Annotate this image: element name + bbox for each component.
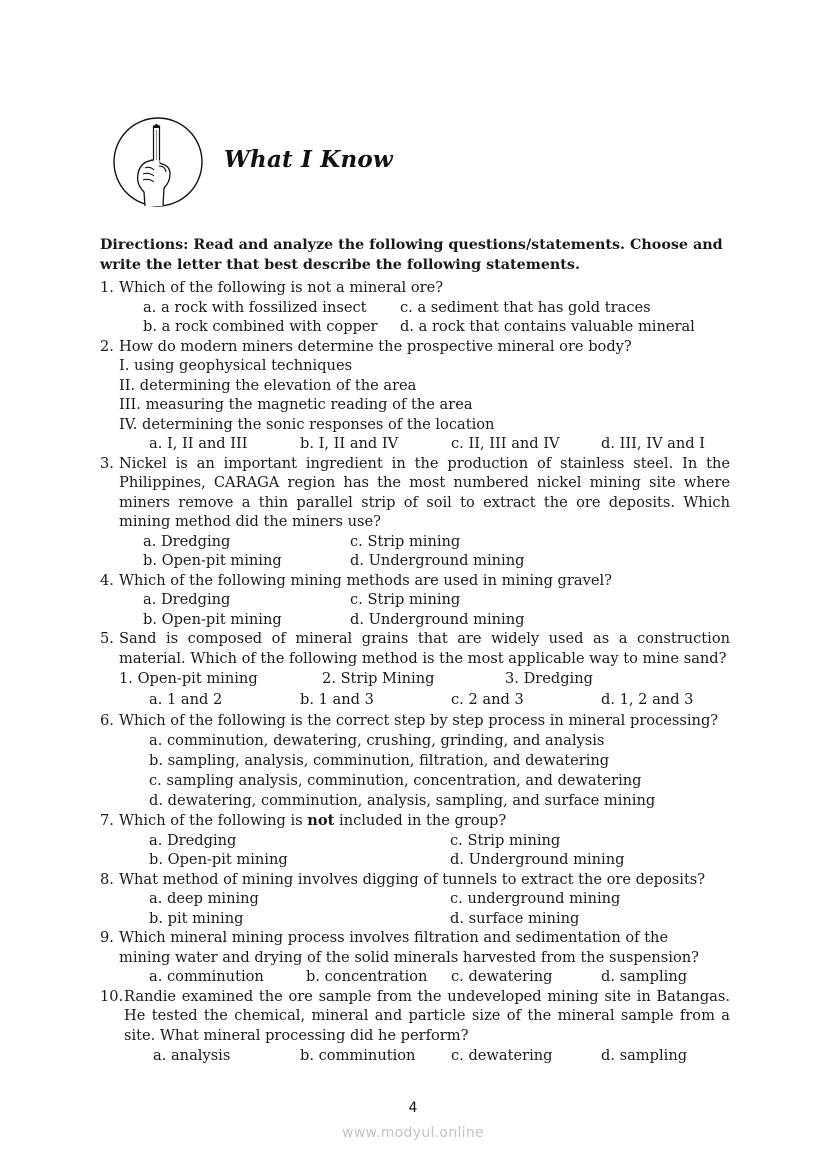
question-stem: Which mineral mining process involves filtration and sedimentation of the [119,929,669,946]
option-c: c. sampling analysis, comminution, concentration, and dewatering [149,772,642,789]
page-title: What I Know [224,146,393,173]
option-d: d. Underground mining [350,552,525,569]
option-d: d. Underground mining [350,610,525,628]
option-d: d. 1, 2 and 3 [601,691,694,708]
option-c: c. a sediment that has gold traces [400,298,651,316]
question-stem: What method of mining involves digging of tunnels to extract the ore deposits? [119,870,706,888]
question-5 [100,629,730,668]
option-c: c. II, III and IV [451,435,560,452]
option-d: d. III, IV and I [601,435,705,452]
option-b: b. 1 and 3 [300,691,374,708]
question-1 [100,278,730,298]
statement: I. using geophysical techniques [119,357,353,374]
statement: IV. determining the sonic responses of the location [119,415,495,433]
question-2 [100,337,730,357]
statement: 1. Open-pit mining [119,670,258,687]
hand-holding-pencil-icon [112,116,204,208]
question-4 [100,571,730,591]
option-c: c. underground mining [450,890,621,907]
option-d: d. sampling [601,968,688,985]
option-d: d. a rock that contains valuable mineral [400,318,695,335]
question-number: 10. [100,987,124,1005]
question-9 [100,928,730,948]
option-a: a. 1 and 2 [149,691,223,708]
option-c: c. Strip mining [350,591,461,608]
question-stem: Which of the following is not a mineral ore? [119,279,444,296]
option-b: b. Open-pit mining [143,552,282,569]
question-stem: Randie examined the ore sample from the undeveloped mining site in Batangas. He tested the chemical, mineral and particle size of the mineral sample from a site. What mineral processing did he perform? [124,987,730,1044]
statement: II. determining the elevation of the area [119,376,417,394]
question-6 [100,710,730,731]
question-number: 8. [100,870,114,888]
question-number: 3. [100,454,114,472]
question-stem: How do modern miners determine the prospective mineral ore body? [119,337,632,355]
question-stem: Which of the following is not included in the group? [119,812,507,829]
statement: III. measuring the magnetic reading of the area [119,396,473,413]
option-b: b. a rock combined with copper [143,318,378,335]
question-stem: Sand is composed of mineral grains that are widely used as a construction material. Which of the following method is the most applicable way to mine sand? [119,630,730,667]
question-stem: Nickel is an important ingredient in the production of stainless steel. In the Philippines, CARAGA region has the most numbered nickel mining site where miners remove a thin parallel strip of soil to extract the ore deposits. Which mining method did the miners use? [119,454,730,530]
option-c: c. dewatering [451,1047,553,1064]
question-number: 1. [100,279,114,296]
question-number: 2. [100,337,114,355]
emphasis-not: not [307,812,335,829]
question-number: 9. [100,929,114,946]
option-b: b. I, II and IV [300,435,399,452]
question-3 [100,454,730,532]
quiz-content [100,236,730,1066]
option-d: d. sampling [601,1047,688,1064]
option-d: d. surface mining [450,909,580,927]
statement: 3. Dredging [505,670,593,687]
option-a: a. deep mining [149,890,259,907]
question-number: 5. [100,630,114,647]
question-stem: Which of the following mining methods are used in mining gravel? [119,571,612,589]
question-8 [100,870,730,890]
statement: 2. Strip Mining [322,670,435,687]
option-b: b. Open-pit mining [143,610,282,628]
question-number: 7. [100,812,114,829]
question-10 [100,987,730,1046]
option-a: a. I, II and III [149,435,248,452]
option-c: c. dewatering [451,968,553,985]
option-c: c. Strip mining [350,532,461,550]
option-a: a. Dredging [143,591,231,608]
option-c: c. Strip mining [450,831,561,849]
option-b: b. concentration [306,968,428,985]
option-b: b. comminution [300,1047,416,1064]
watermark: www.modyul.online [342,1125,484,1141]
option-a: a. Dredging [149,831,237,849]
question-number: 6. [100,712,114,729]
option-a: a. comminution [149,968,264,985]
option-a: a. Dredging [143,532,231,550]
option-b: b. pit mining [149,909,244,927]
option-c: c. 2 and 3 [451,691,524,708]
question-number: 4. [100,571,114,589]
page-number: 4 [408,1100,418,1116]
option-a: a. a rock with fossilized insect [143,298,367,316]
section-header [112,116,412,210]
option-d: d. dewatering, comminution, analysis, sampling, and surface mining [149,792,656,809]
option-d: d. Underground mining [450,851,625,868]
question-7 [100,811,730,831]
option-b: b. Open-pit mining [149,851,288,868]
option-a: a. analysis [153,1047,231,1064]
question-stem-continued: mining water and drying of the solid minerals harvested from the suspension? [119,948,699,966]
directions: Directions: Read and analyze the following questions/statements. Choose and write the letter that best describe the following statements. [100,237,723,273]
question-stem: Which of the following is the correct step by step process in mineral processing? [119,712,719,729]
option-b: b. sampling, analysis, comminution, filtration, and dewatering [149,752,610,769]
option-a: a. comminution, dewatering, crushing, grinding, and analysis [149,732,605,749]
